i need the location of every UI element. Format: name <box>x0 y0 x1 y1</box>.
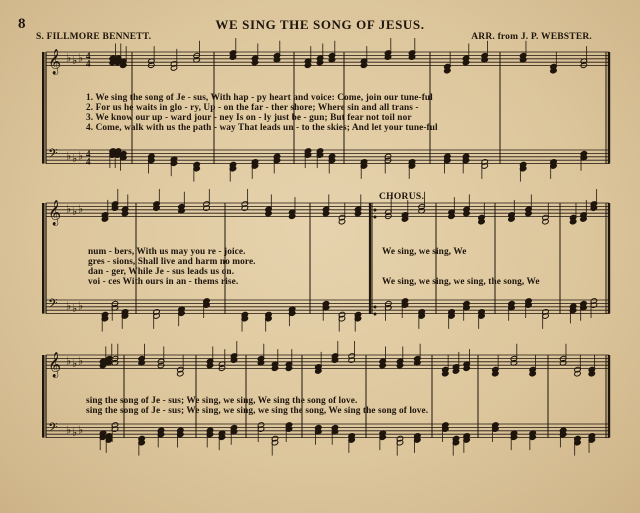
system-brace <box>42 52 45 164</box>
verse-1-line-2: num - bers, With us may you re - joice. <box>88 247 246 257</box>
key-flat-icon: ♭ <box>66 149 72 163</box>
key-flat-icon: ♭ <box>72 205 78 219</box>
key-flat-icon: ♭ <box>78 299 84 313</box>
treble-clef-icon: 𝄞 <box>48 352 62 378</box>
time-signature-top: 4 <box>86 50 91 61</box>
key-flat-icon: ♭ <box>78 354 84 368</box>
system-brace <box>42 355 45 438</box>
treble-clef-icon: 𝄞 <box>48 49 62 75</box>
hymn-title: WE SING THE SONG OF JESUS. <box>215 17 425 32</box>
key-flat-icon: ♭ <box>72 426 78 440</box>
bass-clef-icon: 𝄢 <box>48 296 58 315</box>
key-flat-icon: ♭ <box>78 149 84 163</box>
verse-3-line-1: 3. We know our up - ward jour - ney Is on - ly just be - gun; But fear not toil nor <box>86 113 412 123</box>
time-signature-bottom: 4 <box>86 156 91 167</box>
key-flat-icon: ♭ <box>66 299 72 313</box>
verse-3-line-2: dan - ger, While Je - sus leads us on. <box>88 267 235 277</box>
chorus-lyric-2: sing the song of Je - sus; We sing, we sing, we sing the song, We sing the song of love. <box>86 406 429 416</box>
chorus-lyric-1: sing the song of Je - sus; We sing, we sing, We sing the song of love. <box>86 396 358 406</box>
repeat-dot <box>374 306 377 309</box>
time-signature-top: 4 <box>86 148 91 159</box>
key-flat-icon: ♭ <box>78 202 84 216</box>
verse-2-line-1: 2. For us he waits in glo - ry, Up - on the far - ther shore; Where sin and all trans - <box>86 103 419 113</box>
system-brace <box>42 203 45 314</box>
key-flat-icon: ♭ <box>72 302 78 316</box>
time-signature-bottom: 4 <box>86 58 91 69</box>
author-credit: S. FILLMORE BENNETT. <box>36 32 152 42</box>
verse-2-line-2: gres - sions, Shall live and harm no more. <box>88 257 256 267</box>
repeat-dot <box>374 216 377 219</box>
verse-4-line-1: 4. Come, walk with us the path - way That leads un - to the skies; And let your tune-ful <box>86 123 438 133</box>
verse-1-line-1: 1. We sing the song of Je - sus, With hap - py heart and voice: Come, join our tune-ful <box>86 93 433 103</box>
key-flat-icon: ♭ <box>78 423 84 437</box>
chorus-line-b: We sing, we sing, we sing, the song, We <box>382 277 540 287</box>
key-flat-icon: ♭ <box>72 152 78 166</box>
key-flat-icon: ♭ <box>66 51 72 65</box>
bass-clef-icon: 𝄢 <box>48 420 58 439</box>
chorus-line-a: We sing, we sing, We <box>382 247 467 257</box>
key-flat-icon: ♭ <box>72 54 78 68</box>
treble-clef-icon: 𝄞 <box>48 200 62 226</box>
repeat-dot <box>374 209 377 212</box>
key-flat-icon: ♭ <box>66 423 72 437</box>
key-flat-icon: ♭ <box>66 354 72 368</box>
arranger-credit: ARR. from J. P. WEBSTER. <box>471 32 592 42</box>
key-flat-icon: ♭ <box>72 357 78 371</box>
chorus-label: CHORUS. <box>379 192 425 202</box>
verse-4-line-2: voi - ces With ours in an - thems rise. <box>88 277 239 287</box>
page-number: 8 <box>18 16 26 32</box>
repeat-dot <box>374 313 377 316</box>
key-flat-icon: ♭ <box>66 202 72 216</box>
bass-clef-icon: 𝄢 <box>48 146 58 165</box>
key-flat-icon: ♭ <box>78 51 84 65</box>
